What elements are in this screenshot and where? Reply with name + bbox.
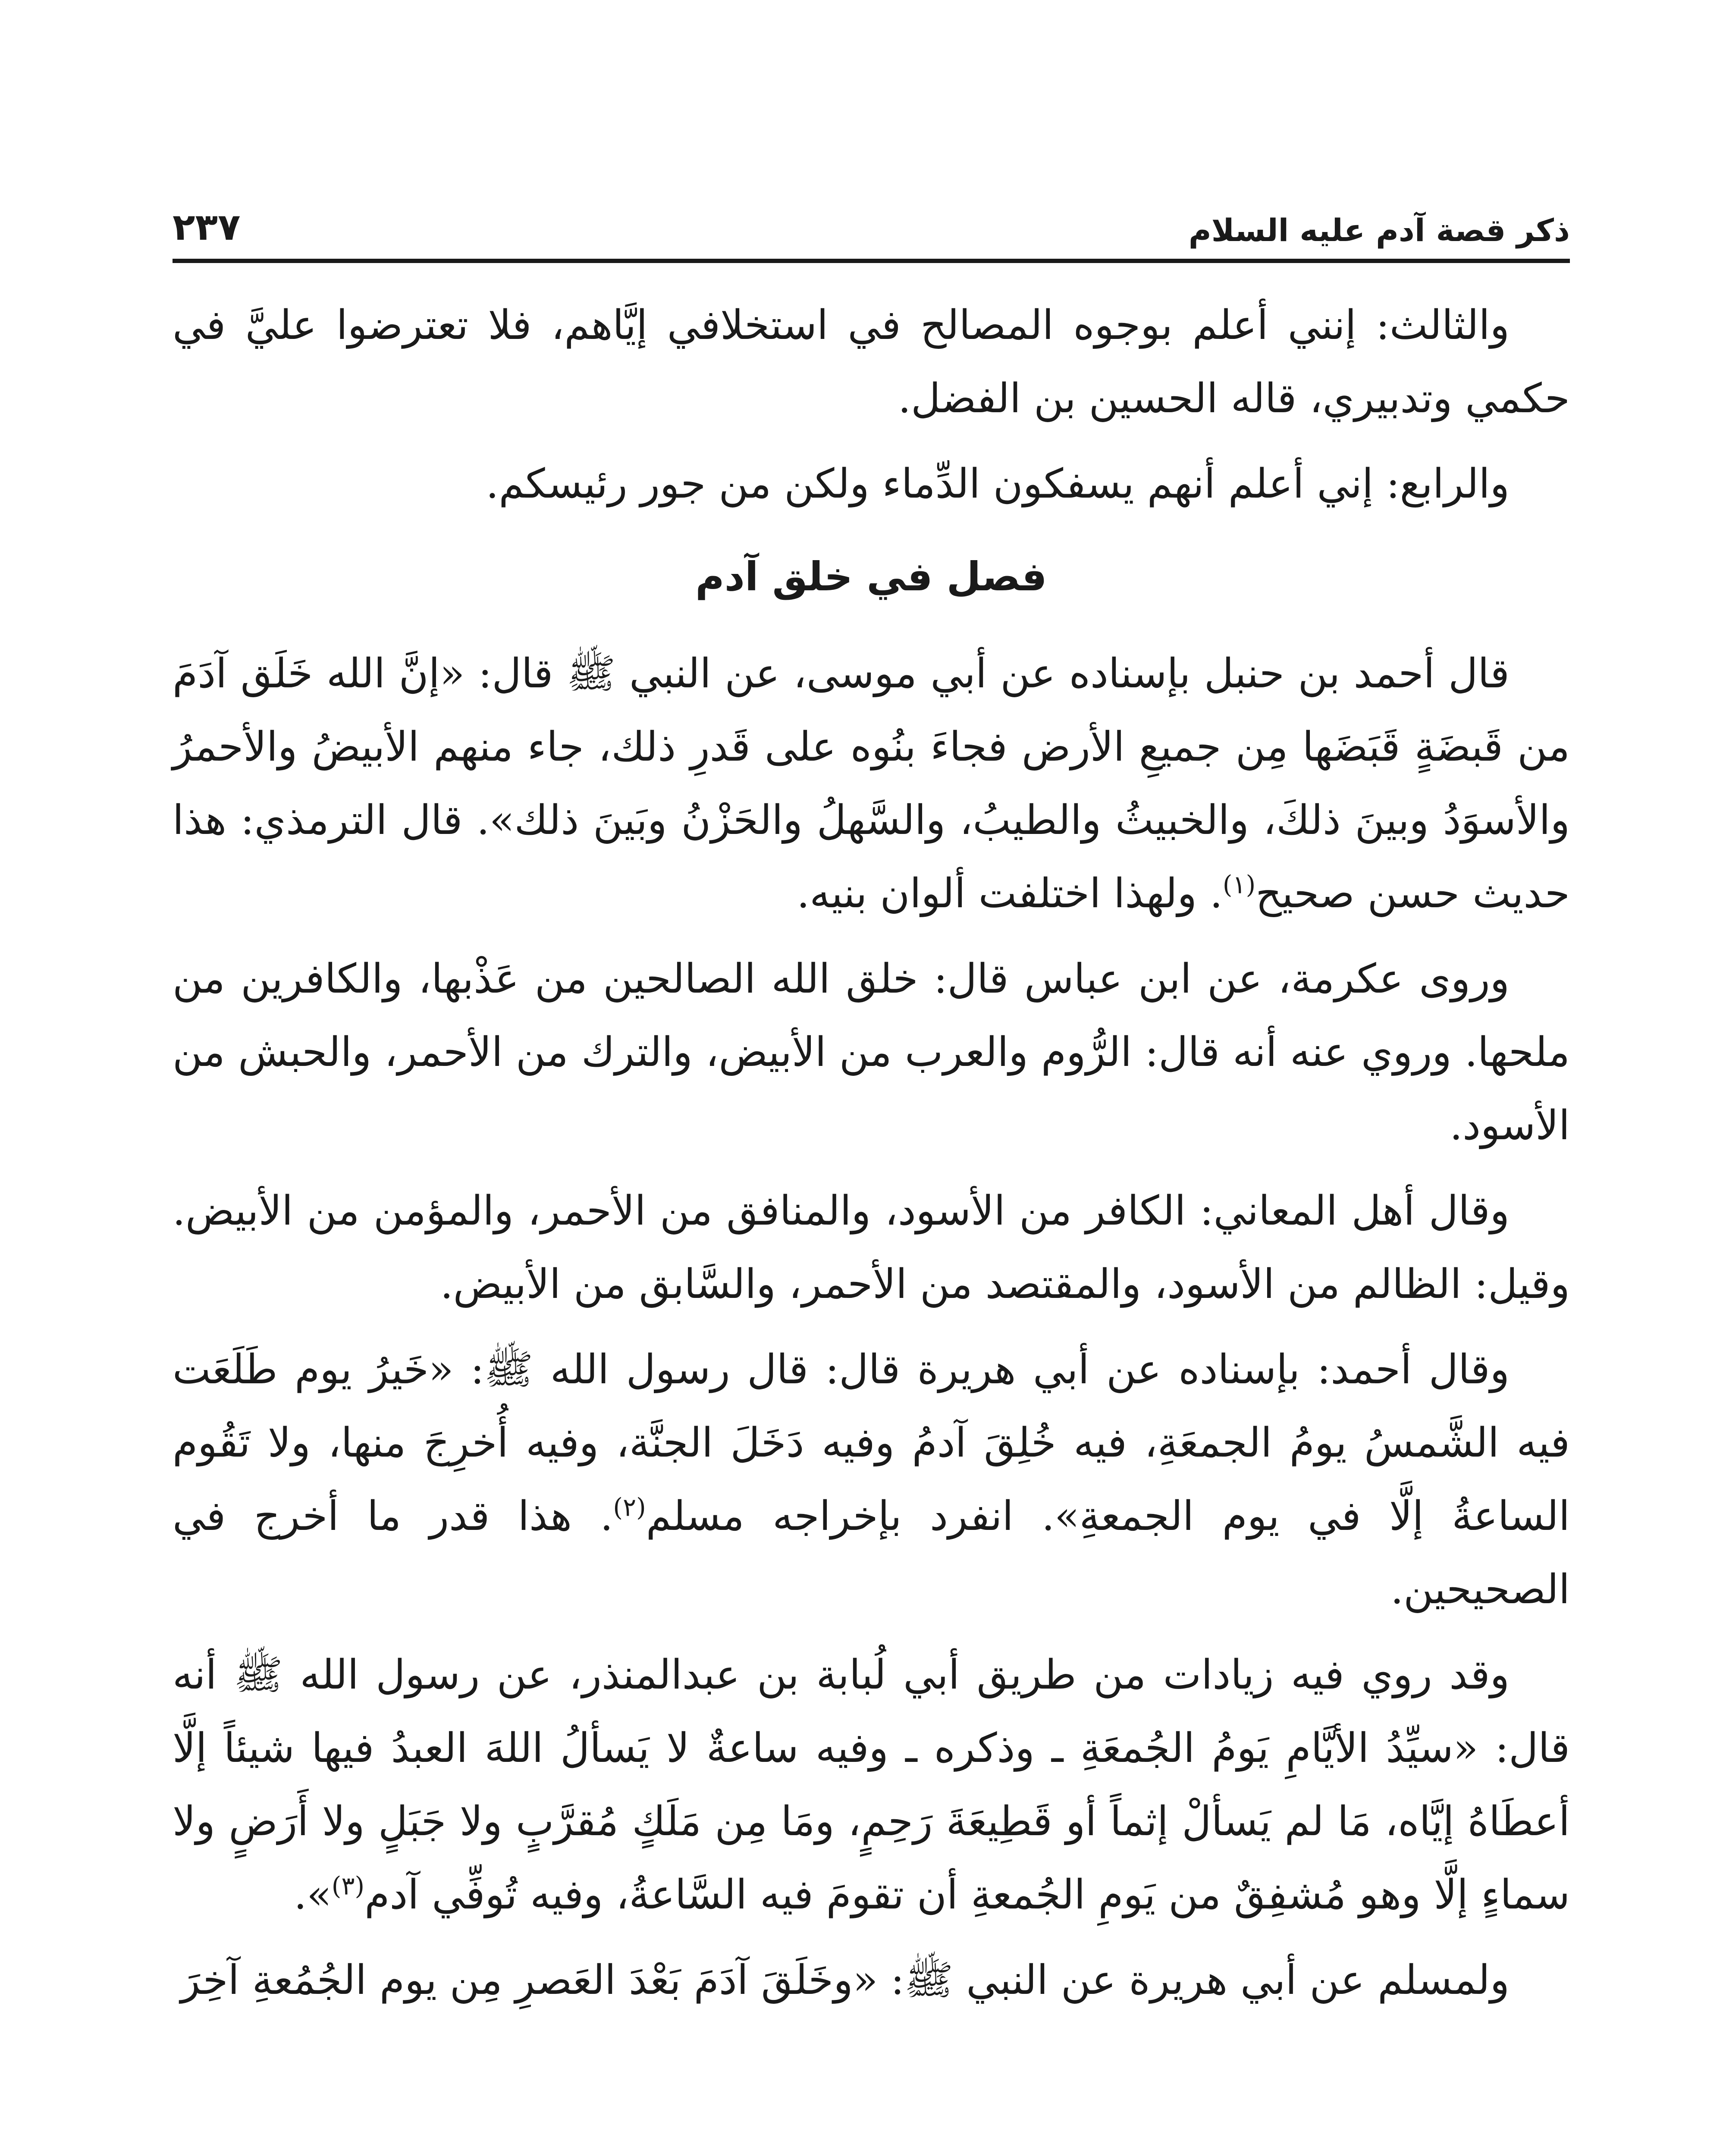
paragraph-ikrima: وروى عكرمة، عن ابن عباس قال: خلق الله الصالحين من عَذْبها، والكافرين من ملحها. وروي عنه أنه قال: الرُّوم والعرب من الأبيض، والترك من الأحمر، والحبش من الأسود. <box>173 956 1570 1149</box>
paragraph-tail: . ولهذا اختلفت ألوان بنيه. <box>797 870 1223 917</box>
body-text <box>173 289 1570 2017</box>
paragraph-ahmad-hadith <box>173 637 1570 931</box>
paragraph-abu-lubaba <box>173 1639 1570 1932</box>
footnote-ref-2: (٢) <box>613 1492 646 1522</box>
paragraph-ahl-al-maani: وقال أهل المعاني: الكافر من الأسود، والمنافق من الأحمر، والمؤمن من الأبيض. وقيل: الظالم من الأسود، والمقتصد من الأحمر، والسَّابق من الأبيض. <box>173 1188 1570 1308</box>
paragraph-muslim: ولمسلم عن أبي هريرة عن النبي ﷺ: «وخَلَقَ آدَمَ بَعْدَ العَصرِ مِن يوم الجُمُعةِ آخِرَ <box>180 1957 1510 2004</box>
page-number: ٢٣٧ <box>173 206 241 249</box>
paragraph-third-opinion: والثالث: إنني أعلم بوجوه المصالح في استخلافي إيَّاهم، فلا تعترضوا عليَّ في حكمي وتدبيري، قاله الحسين بن الفضل. <box>173 302 1570 422</box>
footnote-ref-1: (١) <box>1222 870 1256 899</box>
paragraph-friday-hadith <box>173 1333 1570 1626</box>
running-title: ذكر قصة آدم عليه السلام <box>1188 212 1570 248</box>
paragraph-text: وقال أحمد: بإسناده عن أبي هريرة قال: قال رسول الله ﷺ: «خَيرُ يوم طَلَعَت فيه الشَّمسُ يومُ الجمعَةِ، فيه خُلِقَ آدمُ وفيه دَخَلَ الجنَّة، وفيه أُخرِجَ منها، ولا تَقُوم الساعةُ إلَّا في يوم الجمعةِ». انفرد بإخراجه مسلم <box>173 1346 1570 1540</box>
section-heading: فصل في خلق آدم <box>695 554 1047 600</box>
paragraph-text: وقد روي فيه زيادات من طريق أبي لُبابة بن عبدالمنذر، عن رسول الله ﷺ أنه قال: «سيِّدُ الأيَّامِ يَومُ الجُمعَةِ ـ وذكره ـ وفيه ساعةٌ لا يَسألُ اللهَ العبدُ فيها شيئاً إلَّا أعطَاهُ إيَّاه، مَا لم يَسألْ إثماً أو قَطِيعَةَ رَحِمٍ، ومَا مِن مَلَكٍ مُقرَّبٍ ولا جَبَلٍ ولا أَرَضٍ ولا سماءٍ إلَّا وهو مُشفِقٌ من يَومِ الجُمعةِ أن تقومَ فيه السَّاعةُ، وفيه تُوفِّي آدم <box>173 1651 1570 1918</box>
paragraph-fourth-opinion: والرابع: إني أعلم أنهم يسفكون الدِّماء ولكن من جور رئيسكم. <box>486 461 1510 508</box>
page-header <box>173 164 1570 263</box>
footnote-ref-3: (٣) <box>331 1871 365 1901</box>
book-page <box>173 164 1570 2156</box>
paragraph-tail: ». <box>294 1871 332 1918</box>
paragraph-tail: . هذا قدر ما أخرج في الصحيحين. <box>173 1493 1570 1613</box>
paragraph-text: قال أحمد بن حنبل بإسناده عن أبي موسى، عن النبي ﷺ قال: «إنَّ الله خَلَق آدَمَ من قَبضَةٍ قَبَضَها مِن جميعِ الأرض فجاءَ بنُوه على قَدرِ ذلك، جاء منهم الأبيضُ والأحمرُ والأسوَدُ وبينَ ذلكَ، والخبيثُ والطيبُ، والسَّهلُ والحَزْنُ وبَينَ ذلك». قال الترمذي: هذا حديث حسن صحيح <box>173 650 1570 917</box>
